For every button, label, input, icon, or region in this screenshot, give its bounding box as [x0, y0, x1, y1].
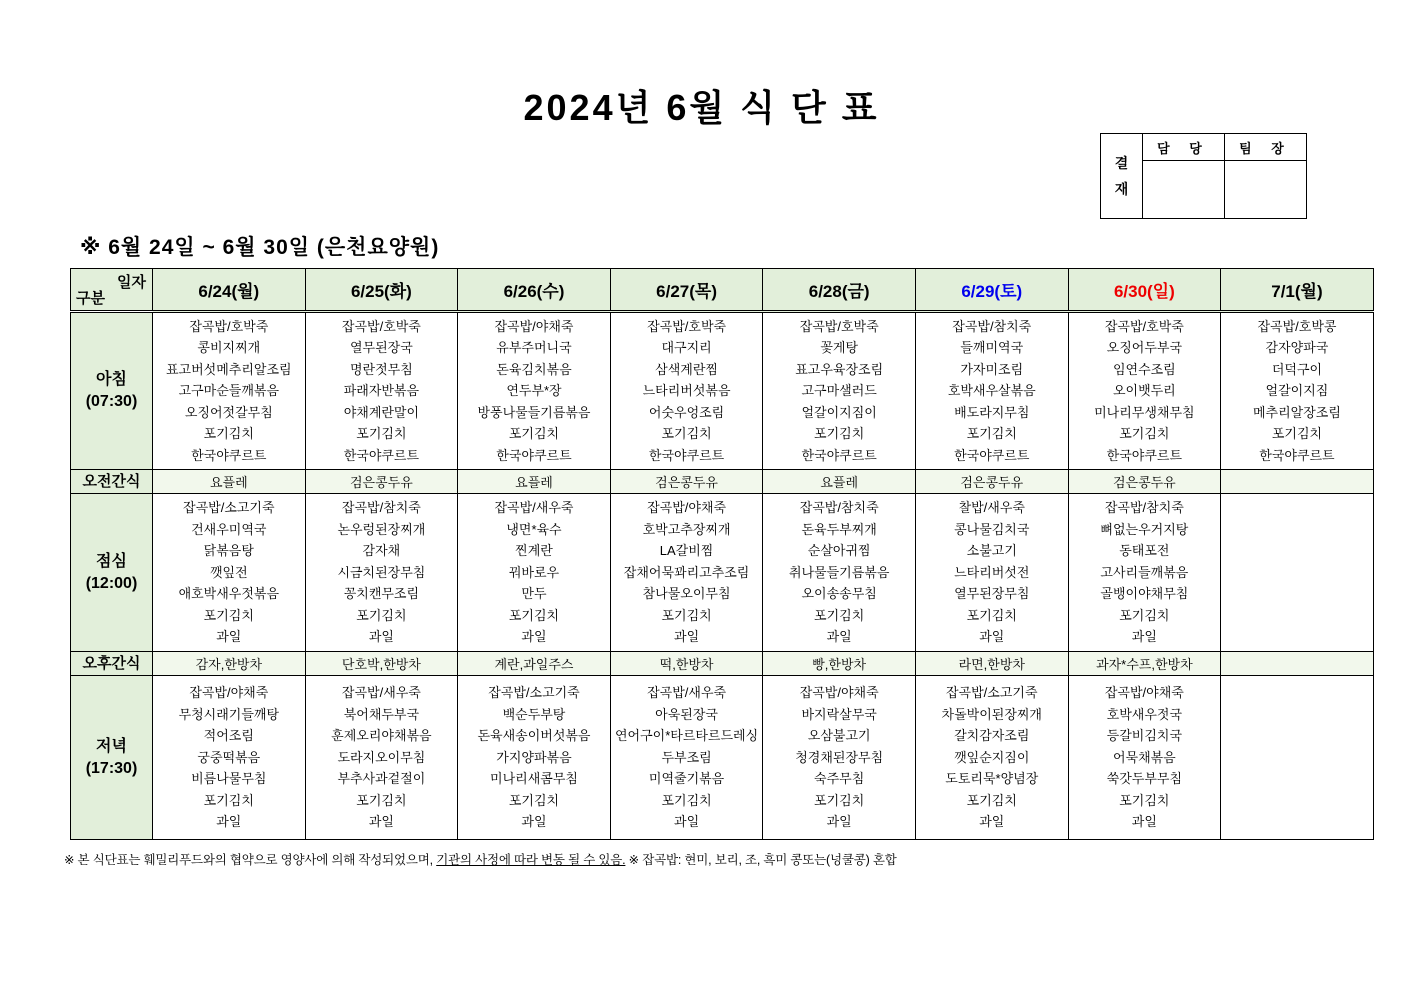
menu-item: 얼갈이지짐이: [801, 404, 877, 420]
menu-cell: [1221, 676, 1374, 840]
menu-item: 파래자반볶음: [343, 383, 420, 399]
meal-name: 저녁: [96, 737, 127, 755]
menu-item: 북어채두부국: [343, 706, 420, 722]
menu-item: 포기김치: [203, 792, 254, 808]
menu-item: 건새우미역국: [191, 521, 267, 537]
menu-item: 고구마순들깨볶음: [178, 383, 280, 399]
menu-item: 어묵채볶음: [1112, 749, 1176, 765]
menu-item: 포기김치: [814, 607, 865, 623]
menu-item: 임연수조림: [1112, 361, 1176, 377]
menu-item: 잡곡밥/소고기죽: [488, 685, 580, 701]
snack-cell: [1221, 652, 1374, 676]
menu-item: 잡곡밥/야채죽: [799, 685, 879, 701]
snack-cell: 검은콩두유: [305, 470, 458, 494]
meal-time: (12:00): [85, 574, 138, 592]
menu-item: 한국야쿠르트: [648, 447, 725, 463]
menu-item: 포기김치: [966, 426, 1017, 442]
menu-item: 미나리새콤무침: [490, 771, 578, 787]
menu-item: 포기김치: [661, 792, 712, 808]
day-header: 6/27(목): [610, 269, 763, 312]
menu-item: 어숫우엉조림: [648, 404, 725, 420]
menu-item: 꿔바로우: [508, 564, 560, 580]
menu-item: 포기김치: [508, 792, 560, 808]
menu-item: 표고우육장조림: [795, 361, 884, 377]
menu-item: 포기김치: [966, 607, 1017, 623]
approval-col-timjang: 팀 장: [1225, 134, 1307, 161]
menu-item: 궁중떡볶음: [197, 749, 261, 765]
day-header: 6/30(일): [1068, 269, 1221, 312]
menu-item: 오징어젓갈무침: [184, 404, 273, 420]
menu-item: 참나물오이무침: [642, 586, 731, 602]
snack-cell: 떡,한방차: [610, 652, 763, 676]
menu-item: 과일: [1131, 814, 1157, 830]
menu-item: 오징어두부국: [1106, 340, 1183, 356]
menu-item: 포기김치: [203, 607, 254, 623]
menu-item: 열무된장국: [349, 340, 413, 356]
menu-cell: [1068, 494, 1221, 652]
menu-cell: [915, 312, 1068, 470]
snack-cell: 요플레: [153, 470, 306, 494]
menu-item: 만두: [521, 586, 547, 602]
menu-item: 들깨미역국: [960, 340, 1024, 356]
footer-note: [64, 850, 897, 868]
menu-item: 돈육새송이버섯볶음: [477, 728, 591, 744]
menu-item: 취나물들기름볶음: [788, 564, 890, 580]
menu-item: 과일: [368, 814, 394, 830]
menu-item: 포기김치: [966, 792, 1017, 808]
meal-row-label: [71, 494, 153, 652]
menu-item: 돈육두부찌개: [801, 521, 877, 537]
menu-item: 감자양파국: [1265, 340, 1329, 356]
menu-item: 오이송송무침: [801, 586, 877, 602]
menu-item: 잡곡밥/야채죽: [1104, 685, 1184, 701]
approval-sign-cell: [1143, 161, 1225, 219]
menu-cell: [153, 312, 306, 470]
menu-cell: [458, 676, 611, 840]
menu-item: 시금치된장무침: [337, 564, 426, 580]
menu-item: 등갈비김치국: [1106, 728, 1183, 744]
menu-item: 논우렁된장찌개: [337, 521, 426, 537]
menu-item: 포기김치: [661, 607, 712, 623]
menu-item: 미나리무생채무침: [1094, 404, 1195, 420]
menu-item: 애호박새우젓볶음: [178, 586, 280, 602]
menu-item: 잡곡밥/호박죽: [1104, 318, 1184, 334]
meal-time: (17:30): [85, 759, 138, 777]
menu-cell: [153, 494, 306, 652]
corner-cell: [71, 269, 153, 312]
menu-item: 과일: [1131, 629, 1157, 645]
menu-item: 포기김치: [508, 607, 560, 623]
menu-cell: [763, 312, 916, 470]
menu-item: 호박새우살볶음: [947, 383, 1036, 399]
menu-item: 부추사과겉절이: [337, 771, 426, 787]
menu-item: 잡곡밥/새우죽: [647, 685, 727, 701]
day-header: 6/26(수): [458, 269, 611, 312]
menu-item: 방풍나물들기름볶음: [477, 404, 591, 420]
snack-cell: 검은콩두유: [1068, 470, 1221, 494]
menu-cell: [1221, 494, 1374, 652]
menu-item: 호박새우젓국: [1106, 706, 1183, 722]
menu-item: 과일: [216, 629, 242, 645]
menu-item: 유부주머니국: [496, 340, 572, 356]
menu-item: 메추리알장조림: [1253, 404, 1341, 420]
menu-item: 도라지오이무침: [337, 749, 426, 765]
menu-item: 잡곡밥/야채죽: [647, 500, 727, 516]
menu-item: 연어구이*타르타르드레싱: [614, 728, 759, 744]
menu-item: 콩비지찌개: [197, 340, 261, 356]
menu-item: 찰밥/새우죽: [958, 500, 1025, 516]
menu-item: 더덕구이: [1271, 361, 1323, 377]
snack-cell: 빵,한방차: [763, 652, 916, 676]
snack-cell: 검은콩두유: [610, 470, 763, 494]
menu-item: 포기김치: [1119, 607, 1170, 623]
menu-item: 뼈없는우거지탕: [1100, 521, 1189, 537]
menu-item: 포기김치: [1119, 792, 1170, 808]
menu-item: 과일: [521, 629, 547, 645]
menu-item: 한국야쿠르트: [343, 447, 420, 463]
menu-cell: [610, 494, 763, 652]
menu-item: 과일: [521, 814, 547, 830]
menu-item: 고사리들깨볶음: [1100, 564, 1189, 580]
menu-item: 호박고추장찌개: [642, 521, 731, 537]
menu-item: 잡곡밥/소고기죽: [946, 685, 1038, 701]
menu-item: 동태포전: [1119, 543, 1170, 559]
day-header: 6/28(금): [763, 269, 916, 312]
menu-item: 한국야쿠르트: [496, 447, 572, 463]
menu-cell: [610, 676, 763, 840]
menu-item: 잡곡밥/호박죽: [799, 318, 879, 334]
meal-time: (07:30): [85, 393, 138, 410]
menu-item: 차돌박이된장찌개: [941, 706, 1042, 722]
menu-table: [70, 268, 1374, 840]
menu-item: 과일: [216, 814, 242, 830]
menu-item: 돈육김치볶음: [496, 361, 572, 377]
footer-underlined: 기관의 사정에 따라 변동 될 수 있음.: [436, 853, 626, 867]
menu-item: 숙주무침: [814, 771, 865, 787]
approval-col-damdang: 담 당: [1143, 134, 1225, 161]
approval-box: [1100, 133, 1307, 219]
menu-cell: [458, 312, 611, 470]
menu-item: 연두부*장: [506, 383, 562, 399]
day-header: 6/29(토): [915, 269, 1068, 312]
menu-item: 훈제오리야채볶음: [331, 728, 432, 744]
day-header: 6/25(화): [305, 269, 458, 312]
menu-item: 포기김치: [203, 426, 254, 442]
menu-cell: [763, 494, 916, 652]
menu-item: 오이뱃두리: [1112, 383, 1176, 399]
menu-item: 소불고기: [966, 543, 1017, 559]
footer-text-1: ※ 본 식단표는 훼밀리푸드와의 협약으로 영양사에 의해 작성되었으며,: [64, 853, 437, 867]
menu-item: 잡곡밥/야채죽: [494, 318, 574, 334]
menu-item: 적어조림: [203, 728, 254, 744]
menu-item: 과일: [979, 814, 1005, 830]
meal-row-label: [71, 676, 153, 840]
menu-item: 한국야쿠르트: [954, 447, 1030, 463]
menu-item: 무청시래기들깨탕: [178, 706, 280, 722]
menu-cell: [763, 676, 916, 840]
menu-item: 두부조림: [661, 749, 712, 765]
snack-cell: [1221, 470, 1374, 494]
menu-item: 오삼불고기: [807, 728, 871, 744]
menu-item: 백순두부탕: [502, 706, 566, 722]
menu-item: 한국야쿠르트: [1106, 447, 1183, 463]
menu-item: 포기김치: [356, 607, 407, 623]
menu-item: 포기김치: [1119, 426, 1170, 442]
meal-row-label: [71, 312, 153, 470]
menu-item: 포기김치: [1271, 426, 1323, 442]
menu-item: 명란젓무침: [349, 361, 413, 377]
approval-label: 결 재: [1101, 134, 1143, 219]
menu-item: 고구마샐러드: [801, 383, 877, 399]
menu-item: 가지양파볶음: [496, 749, 572, 765]
snack-cell: 라면,한방차: [915, 652, 1068, 676]
menu-item: 냉면*육수: [506, 521, 562, 537]
menu-cell: [1068, 312, 1221, 470]
menu-item: 잡곡밥/호박죽: [189, 318, 269, 334]
menu-item: 갈치감자조림: [954, 728, 1030, 744]
meal-name: 점심: [96, 552, 127, 570]
menu-item: 잡곡밥/새우죽: [341, 685, 421, 701]
menu-item: LA갈비찜: [659, 543, 714, 559]
menu-item: 포기김치: [661, 426, 712, 442]
menu-item: 청경채된장무침: [795, 749, 884, 765]
footer-text-2: ※ 잡곡밥: 현미, 보리, 조, 흑미 콩또는(넝쿨콩) 혼합: [625, 853, 897, 867]
menu-item: 포기김치: [508, 426, 560, 442]
menu-cell: [305, 312, 458, 470]
menu-item: 과일: [826, 814, 852, 830]
menu-cell: [915, 676, 1068, 840]
menu-item: 삼색계란찜: [655, 361, 718, 377]
meal-name: 아침: [96, 371, 127, 388]
menu-cell: [610, 312, 763, 470]
menu-item: 표고버섯메추리알조림: [166, 361, 292, 377]
menu-item: 쑥갓두부무침: [1106, 771, 1183, 787]
menu-item: 잡곡밥/호박죽: [647, 318, 727, 334]
menu-item: 포기김치: [356, 426, 407, 442]
menu-item: 대구지리: [661, 340, 712, 356]
menu-item: 감자채: [362, 543, 401, 559]
menu-cell: [915, 494, 1068, 652]
menu-item: 꽁치캔무조림: [343, 586, 420, 602]
menu-item: 미역줄기볶음: [648, 771, 725, 787]
menu-item: 잡곡밥/호박콩: [1257, 318, 1337, 334]
menu-item: 깻잎전: [209, 564, 248, 580]
menu-item: 배도라지무침: [954, 404, 1030, 420]
menu-cell: [458, 494, 611, 652]
menu-item: 과일: [368, 629, 394, 645]
menu-item: 잡채어묵꽈리고추조림: [623, 564, 750, 580]
menu-item: 과일: [826, 629, 852, 645]
menu-item: 순살아귀찜: [807, 543, 871, 559]
menu-item: 야채계란말이: [343, 404, 420, 420]
snack-cell: 검은콩두유: [915, 470, 1068, 494]
snack-cell: 요플레: [458, 470, 611, 494]
menu-item: 가자미조림: [960, 361, 1024, 377]
menu-item: 포기김치: [814, 792, 865, 808]
snack-cell: 감자,한방차: [153, 652, 306, 676]
menu-item: 잡곡밥/새우죽: [494, 500, 574, 516]
menu-item: 잡곡밥/참치죽: [952, 318, 1032, 334]
menu-item: 콩나물김치국: [954, 521, 1030, 537]
snack-cell: 요플레: [763, 470, 916, 494]
menu-item: 포기김치: [356, 792, 407, 808]
menu-item: 비름나물무침: [191, 771, 267, 787]
menu-item: 잡곡밥/야채죽: [189, 685, 269, 701]
menu-item: 과일: [674, 629, 700, 645]
snack-cell: 계란,과일주스: [458, 652, 611, 676]
menu-cell: [1221, 312, 1374, 470]
corner-top-label: 일자: [117, 274, 146, 291]
day-header: 6/24(월): [153, 269, 306, 312]
menu-item: 얼갈이지짐: [1265, 383, 1329, 399]
menu-item: 잡곡밥/호박죽: [341, 318, 421, 334]
snack-row-label: 오후간식: [71, 652, 153, 676]
menu-item: 바지락살무국: [801, 706, 877, 722]
menu-item: 열무된장무침: [954, 586, 1030, 602]
snack-cell: 단호박,한방차: [305, 652, 458, 676]
page-title: 2024년 6월 식 단 표: [523, 87, 880, 128]
menu-item: 과일: [979, 629, 1005, 645]
snack-row-label: 오전간식: [71, 470, 153, 494]
menu-item: 과일: [674, 814, 700, 830]
menu-cell: [153, 676, 306, 840]
menu-item: 잡곡밥/참치죽: [799, 500, 879, 516]
menu-item: 한국야쿠르트: [1259, 447, 1335, 463]
snack-cell: 과자*수프,한방차: [1068, 652, 1221, 676]
menu-cell: [305, 494, 458, 652]
date-range: ※ 6월 24일 ~ 6월 30일 (은천요양원): [80, 236, 440, 259]
menu-item: 골뱅이야채무침: [1100, 586, 1189, 602]
menu-item: 한국야쿠르트: [801, 447, 877, 463]
corner-bottom-label: 구분: [76, 290, 105, 307]
menu-item: 잡곡밥/소고기죽: [183, 500, 275, 516]
menu-item: 포기김치: [814, 426, 865, 442]
menu-item: 느타리버섯전: [954, 564, 1030, 580]
menu-cell: [1068, 676, 1221, 840]
menu-item: 깻잎순지짐이: [954, 749, 1030, 765]
menu-item: 잡곡밥/참치죽: [341, 500, 421, 516]
menu-item: 느타리버섯볶음: [642, 383, 731, 399]
menu-item: 한국야쿠르트: [191, 447, 267, 463]
menu-item: 찐계란: [515, 543, 553, 559]
approval-sign-cell: [1225, 161, 1307, 219]
menu-item: 도토리묵*양념장: [945, 771, 1039, 787]
menu-item: 닭볶음탕: [203, 543, 254, 559]
menu-cell: [305, 676, 458, 840]
menu-item: 아욱된장국: [655, 706, 718, 722]
menu-item: 잡곡밥/참치죽: [1104, 500, 1184, 516]
menu-item: 꽃게탕: [820, 340, 859, 356]
day-header: 7/1(월): [1221, 269, 1374, 312]
